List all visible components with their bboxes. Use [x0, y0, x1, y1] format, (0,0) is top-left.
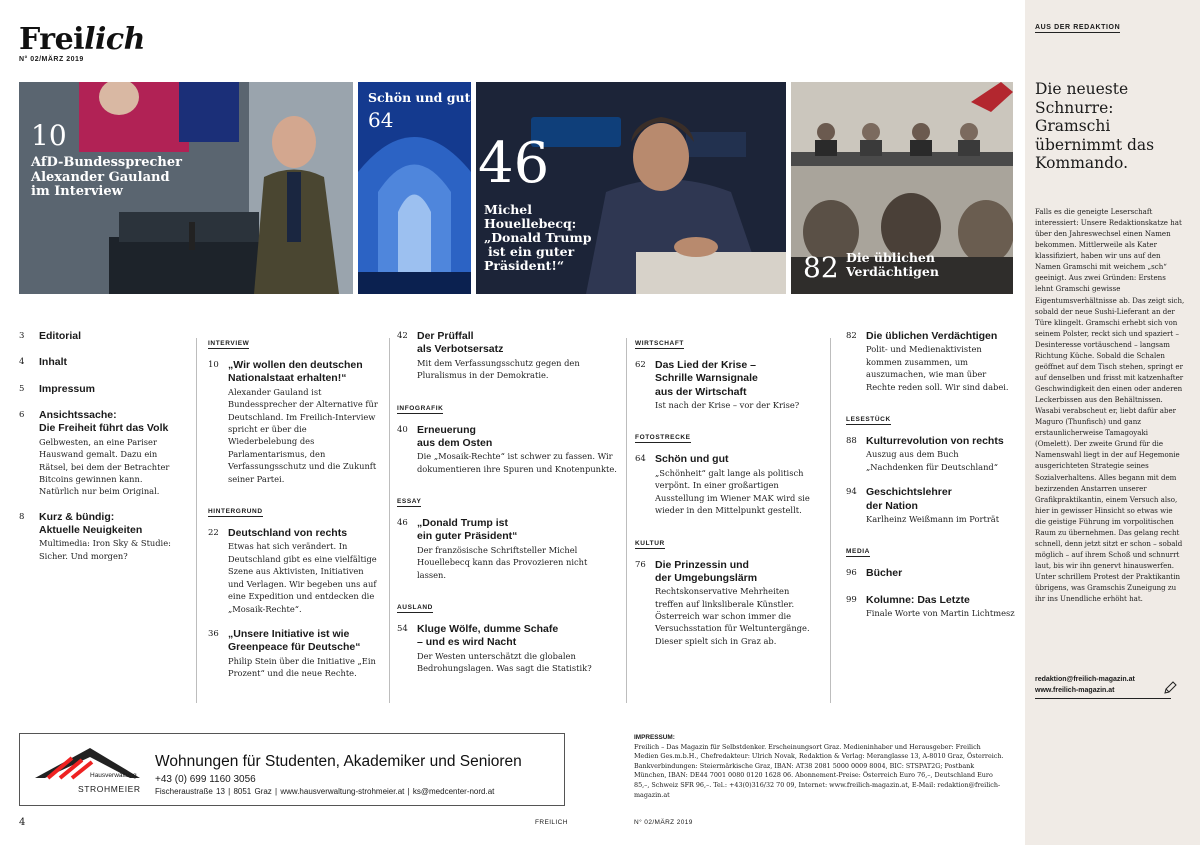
column-divider	[389, 338, 390, 703]
toc-page-number: 88	[846, 436, 857, 447]
toc-description: Multimedia: Iron Sky & Studie: Sicher. Und morgen?	[39, 538, 171, 561]
toc-description: Karlheinz Weißmann im Porträt	[866, 513, 1000, 524]
toc-page-number: 96	[846, 568, 857, 579]
toc-title: Deutschland von rechts	[228, 527, 348, 540]
toc-section-label: LESESTÜCK	[846, 416, 891, 424]
toc-page-number: 62	[635, 360, 646, 370]
toc-entry[interactable]	[19, 511, 185, 563]
sidebar-headline: Die neueste Schnurre: Gramschi übernimmt das Kommando.	[1035, 80, 1155, 173]
sidebar-section-label: AUS DER REDAKTION	[1035, 24, 1121, 31]
house-logo-icon	[30, 748, 140, 788]
hero-photo-houellebecq[interactable]	[476, 82, 786, 294]
footer-label-left: FREILICH	[535, 819, 568, 826]
sidebar-rule	[1035, 698, 1171, 699]
ad-brand-name: STROHMEIER	[78, 784, 141, 794]
toc-section-label: FOTOSTRECKE	[635, 434, 691, 442]
sidebar-web-link[interactable]: www.freilich-magazin.at	[1035, 687, 1115, 694]
toc-page-number: 6	[19, 409, 25, 420]
toc-page-number: 64	[635, 454, 646, 465]
toc-title: „Donald Trump ist ein guter Präsident“	[417, 517, 518, 543]
toc-column	[635, 330, 815, 660]
hero-page-number: 10	[31, 119, 67, 152]
toc-description: Philip Stein über die Initiative „Ein Prozent“ und die neue Rechte.	[228, 655, 376, 679]
hero-caption: Michel Houellebecq: „Donald Trump ist ein guter Präsident!“	[484, 202, 592, 273]
toc-section-label: HINTERGRUND	[208, 508, 263, 516]
toc-section-label: INTERVIEW	[208, 340, 250, 347]
toc-section-label: ESSAY	[397, 498, 422, 506]
ad-address: Fischeraustraße 13 | 8051 Graz | www.hausverwaltung-strohmeier.at | ks@medcenter-nord.at	[155, 787, 495, 796]
toc-entry[interactable]	[208, 527, 378, 615]
toc-title: Editorial	[39, 330, 82, 342]
toc-description: Etwas hat sich verändert. In Deutschland gibt es eine vielfältige Szene aus Aktivisten, Initiativen und Verlagen. Wir begeben uns auf eine Expedition und entdecken die „Mosaik-Rechte“.	[228, 541, 377, 614]
toc-entry[interactable]	[208, 359, 378, 485]
toc-title: Kulturrevolution von rechts	[866, 435, 1004, 448]
toc-title: Geschichtslehrer der Nation	[866, 486, 952, 512]
toc-entry[interactable]	[208, 628, 378, 680]
toc-description: „Schönheit“ galt lange als politisch verpönt. In einer großartigen Ausstellung im Wiener MAK wird sie wieder in den Mittelpunkt gestellt.	[655, 467, 810, 516]
hero-photo-schoen[interactable]	[358, 82, 471, 294]
column-divider	[830, 338, 831, 703]
toc-column	[397, 330, 617, 688]
toc-entry[interactable]	[19, 330, 185, 343]
hero-page-number: 82	[803, 251, 839, 284]
toc-title: „Unsere Initiative ist wie Greenpeace für Deutsche“	[228, 628, 361, 654]
toc-entry[interactable]	[846, 594, 1016, 620]
toc-title: Bücher	[866, 567, 903, 580]
issue-label: N° 02/MÄRZ 2019	[19, 56, 84, 63]
hero-page-number: 46	[478, 131, 550, 196]
hero-caption: AfD-Bundessprecher Alexander Gauland im Interview	[31, 155, 182, 200]
toc-description: Der Westen unterschätzt die globalen Bedrohungslagen. Was sagt die Statistik?	[417, 650, 592, 674]
impressum-text: Freilich – Das Magazin für Selbstdenker. Erscheinungsort Graz. Medieninhaber und Herausgeber: Freilich Medien Ges.m.b.H., Chefredakteur: Ulrich Novak, Redaktion & Verlag: Meranglasse 13, A-8010 Graz, Österreich. Bankverbindungen: Steiermärkische Graz, IBAN: AT38 2081 5000 0009 8004, BIC: STSPAT2G; Postbank München, IBAN: DE44 7001 0080 0120 1628 06. Abonnement-Preise: Österreich Euro 76,–, Deutschland Euro 85,–, Schweiz SFR 96,–. Tel.: +43(0)316/32 70 09, Internet: www.freilich-magazin.at, E-Mail: redaktion@freilich-magazin.at	[634, 742, 1004, 799]
sidebar-body: Falls es die geneigte Leserschaft interessiert: Unsere Redaktionskatze hat über den Jahreswechsel einen Namen bekommen. Mittlerweile als Kater klassifiziert, haben wir uns auf den Namen Gramschi mit weichem „sch“ geeinigt. Aus zwei Gründen: Erstens lehnt Gramschi gewisse Eigentumsverhältnisse ab. Das zeigt sich, sobald der neue Sushi-Lieferant an der Türe klingelt. Gramschi erhebt sich von seinem Polster, reckt sich und spaziert – Desinteresse vortäuschend – langsam Richtung Küche. Sobald die Schalen geöffnet auf dem Tisch stehen, springt er auf denselben und frisst mit katzenhafter Geschwindigkeit den einen oder anderen Leckerbissen aus den Behältnissen. Wasabi verabscheut er, liebt dafür aber Maguro (Thunfisch) und ganz erstaunlicherweise Tamagoyaki (Omelett). Der zweite Grund für die Namenswahl liegt in der auf Hegemonie ausgerichteten Strategie seines Sozialverhaltens. Alles begann mit dem bezirzenden Anstarren unserer Grafikpraktikantin, einem Versuch also, hier in gewisser Hinsicht so etwas wie die geistige Führung im vorpolitischen Raum zu übernehmen. Das gelang recht schnell, denn jetzt sitzt er schon – sobald möglich – auf ihrem Schoß und schnurrt laut, bis wir ihn genervt hinauswerfen. Unter schrillem Protest der Praktikantin übrigens, was Gramschis Zuneigung zu ihr ins Unendliche erhöht hat.	[1035, 207, 1185, 604]
toc-title: Kluge Wölfe, dumme Schafe – und es wird Nacht	[417, 623, 559, 649]
toc-title: Erneuerung aus dem Osten	[417, 423, 493, 449]
toc-entry[interactable]	[19, 383, 185, 396]
toc-page-number: 5	[19, 383, 25, 394]
toc-description: Gelbwesten, an eine Pariser Hauswand gemalt. Dazu ein Rätsel, bei dem der Betrachter Bitcoins gewinnen kann. Natürlich nur beim Original.	[39, 436, 170, 497]
pencil-icon	[1162, 680, 1178, 696]
hero-photo-gauland[interactable]	[19, 82, 353, 294]
toc-section-label: MEDIA	[846, 548, 870, 556]
toc-description: Der französische Schriftsteller Michel Houellebecq kann das Provozieren nicht lassen.	[417, 544, 588, 580]
toc-description: Alexander Gauland ist Bundessprecher der Alternative für Deutschland. Im Freilich-Interview spricht er über die Wiederbelebung des Parlamentarismus, den Verfassungsschutz und die Zukunft seiner Partei.	[228, 386, 378, 484]
ad-headline: Wohnungen für Studenten, Akademiker und Senioren	[155, 753, 522, 770]
toc-page-number: 54	[397, 624, 408, 635]
toc-entry[interactable]	[635, 453, 815, 516]
toc-entry[interactable]	[635, 359, 815, 411]
toc-title: Die üblichen Verdächtigen	[866, 330, 998, 342]
sidebar-email-link[interactable]: redaktion@freilich-magazin.at	[1035, 676, 1135, 683]
toc-page-number: 76	[635, 559, 646, 570]
toc-entry[interactable]	[846, 486, 1016, 525]
column-divider	[626, 338, 627, 703]
toc-entry[interactable]	[397, 623, 617, 675]
ad-brand-small: Hausverwaltung	[90, 772, 137, 779]
toc-entry[interactable]	[397, 424, 617, 476]
toc-entry[interactable]	[846, 435, 1016, 473]
toc-description: Die „Mosaik-Rechte“ ist schwer zu fassen. Wir dokumentieren ihre Spuren und Knotenpunkte.	[417, 451, 617, 474]
toc-column	[208, 330, 378, 693]
toc-page-number: 99	[846, 594, 857, 605]
toc-description: Auszug aus dem Buch „Nachdenken für Deutschland“	[866, 449, 998, 472]
column-divider	[196, 338, 197, 703]
toc-section-label: WIRTSCHAFT	[635, 340, 684, 347]
hero-photo-verdaechtige[interactable]	[791, 82, 1013, 294]
toc-title: Impressum	[39, 382, 96, 395]
toc-entry[interactable]	[635, 559, 815, 648]
toc-title: Kurz & bündig: Aktuelle Neuigkeiten	[39, 510, 143, 537]
toc-title: „Wir wollen den deutschen Nationalstaat erhalten!“	[228, 359, 363, 385]
toc-page-number: 3	[19, 331, 25, 341]
hero-caption: Schön und gut	[368, 90, 471, 105]
toc-description: Finale Worte von Martin Lichtmesz	[866, 608, 1015, 619]
impressum-title: IMPRESSUM:	[634, 734, 675, 741]
toc-page-number: 36	[208, 629, 219, 640]
impressum	[634, 733, 1004, 800]
toc-page-number: 46	[397, 518, 408, 529]
toc-entry[interactable]	[846, 330, 1016, 393]
toc-entry[interactable]	[397, 517, 617, 581]
hero-caption: Die üblichen Verdächtigen	[846, 250, 939, 279]
ad-phone: +43 (0) 699 1160 3056	[155, 774, 256, 785]
toc-description: Ist nach der Krise – vor der Krise?	[655, 399, 800, 410]
toc-column	[19, 330, 185, 575]
toc-title: Das Lied der Krise – Schrille Warnsignale aus der Wirtschaft	[655, 359, 758, 398]
toc-page-number: 22	[208, 528, 219, 539]
editorial-sidebar	[1025, 0, 1200, 845]
toc-title: Ansichtssache: Die Freiheit führt das Volk	[39, 408, 169, 435]
toc-page-number: 4	[19, 357, 25, 368]
footer-page-left: 4	[19, 817, 26, 828]
toc-description: Mit dem Verfassungsschutz gegen den Pluralismus in der Demokratie.	[417, 357, 580, 381]
toc-title: Schön und gut	[655, 453, 729, 466]
toc-title: Der Prüffall als Verbotsersatz	[417, 330, 504, 356]
toc-page-number: 42	[397, 331, 408, 341]
toc-title: Inhalt	[39, 356, 67, 369]
toc-entry[interactable]	[397, 330, 617, 382]
toc-column	[846, 330, 1016, 632]
toc-page-number: 82	[846, 331, 857, 341]
ad-banner[interactable]	[19, 733, 565, 806]
toc-page-number: 8	[19, 511, 25, 522]
toc-page-number: 40	[397, 424, 408, 435]
toc-section-label: KULTUR	[635, 539, 665, 547]
hero-page-number: 64	[368, 108, 394, 132]
magazine-logo: Freilich	[19, 22, 145, 57]
toc-title: Kolumne: Das Letzte	[866, 593, 970, 606]
toc-page-number: 94	[846, 487, 857, 498]
toc-page-number: 10	[208, 360, 219, 370]
toc-entry[interactable]	[846, 567, 1016, 580]
toc-title: Die Prinzessin und der Umgebungslärm	[655, 558, 758, 584]
footer-label-right: N° 02/MÄRZ 2019	[634, 819, 693, 826]
toc-section-label: AUSLAND	[397, 604, 433, 612]
toc-entry[interactable]	[19, 409, 185, 498]
toc-entry[interactable]	[19, 356, 185, 369]
toc-description: Rechtskonservative Mehrheiten treffen auf linksliberale Künstler. Österreich war schon immer die Versuchsstation für Weltuntergänge. Dieser spielt sich in Graz ab.	[655, 586, 810, 646]
toc-description: Polit- und Medienaktivisten kommen zusammen, um auszumachen, wie man über Rechte reden soll. Wir sind dabei.	[866, 344, 1009, 392]
toc-section-label: INFOGRAFIK	[397, 404, 444, 412]
